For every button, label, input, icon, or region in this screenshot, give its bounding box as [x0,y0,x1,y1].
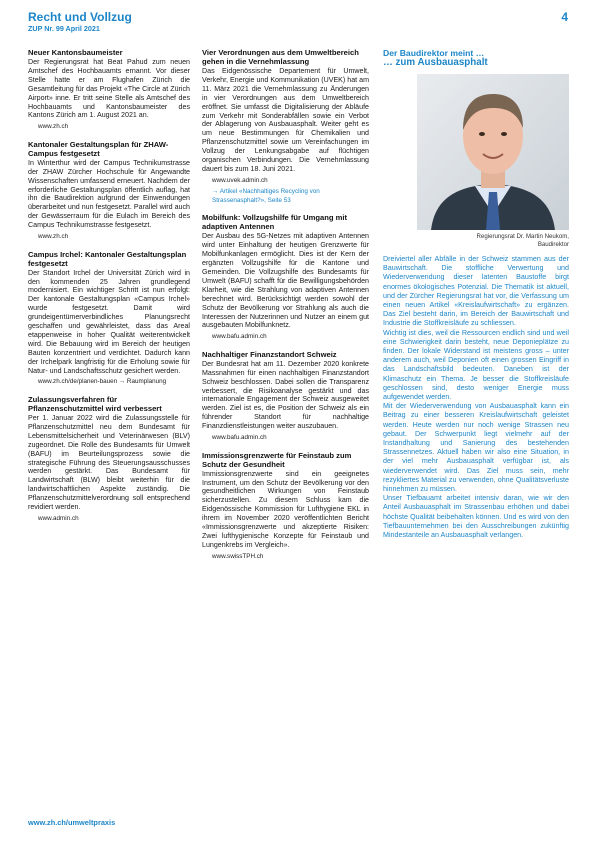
article-body: Per 1. Januar 2022 wird die Zulassungsstelle für Pflanzenschutzmittel neu dem Bundesamt für Lebensmittelsicherheit und Veterinärwesen (BLV) zugeordnet. Die Rolle des Bundesamts für Umwelt (BAFU) im Beurteilungsprozess sowie die strategische Führung des Steuerungsausschusses werden gestärkt. Das Bundesamt für Landwirtschaft (BLW) bleibt weiterhin für die landwirtschaftlichen Aspekte zuständig. Die Pflanzenschutzmittelverordnung soll entsprechend revidiert werden. [28,413,190,512]
page-header [28,10,568,42]
issue-label: ZUP Nr. 99 April 2021 [28,24,100,33]
portrait-photo [417,74,569,230]
article-title: Immissionsgrenzwerte für Feinstaub zum Schutz der Gesundheit [202,450,352,469]
article-title: Zulassungsverfahren für Pflanzenschutzmittel wird verbessert [28,394,162,413]
article-cross-reference[interactable]: → Artikel «Nachhaltiges Recycling von Strassenasphalt?», Seite 53 [212,188,320,204]
portrait-caption [383,233,569,248]
article-title: Campus Irchel: Kantonaler Gestaltungsplan festgesetzt [28,249,187,268]
article-link[interactable]: www.zh.ch [38,123,69,131]
article-link[interactable]: www.zh.ch [38,233,69,241]
article-link[interactable]: www.bafu.admin.ch [212,333,267,341]
article-link[interactable]: www.swissTPH.ch [212,552,264,560]
article-title: Nachhaltiger Finanzstandort Schweiz [202,349,337,359]
article-campus-irchel [28,250,190,387]
article-body: Immissionsgrenzwerte sind ein geeignetes Instrument, um den Schutz der Bevölkerung vor den gesundheitlichen Wirkungen von Feinstaub sicherzustellen. Zu diesem Schluss kam die Eidgenössische Kommission für Lufthygiene EKL in ihrem im November 2020 veröffentlichten Bericht «Immissionsgrenzwerte und akzeptierte Risiken: Zwei lufthygienische Konzepte für Feinstaub und Lungenkrebs im Vergleich». [202,469,369,549]
article-pflanzenschutzmittel [28,395,190,523]
caption-name: Regierungsrat Dr. Martin Neukom, [476,233,569,240]
article-zhaw-campus [28,140,190,242]
article-body: Der Ausbau des 5G-Netzes mit adaptiven Antennen wird unter Einhaltung der heutigen Grenzwerte für Mobilfunkanlagen ermöglicht. Dies ist der Kern der ergänzten Vollzugshilfe für die Kantone und Gemeinden. Die Vollzugshilfe des Bundesamts für Umwelt (BAFU) schafft für die Bewilligungsbehörden Klarheit, wie die Strahlung von adaptiven Antennen berechnet wird. Berücksichtigt werden sowohl der Schutz der Bevölkerung vor Strahlung als auch die Interessen der Nutzerinnen und Nutzer an einem gut ausgebauten Mobilfunknetz. [202,232,369,330]
article-link[interactable]: www.zh.ch/de/planen-bauen → Raumplanung [38,378,167,386]
sidebar-paragraph: Unser Tiefbauamt arbeitet intensiv daran, wie wir den Anteil Ausbauasphalt im Strassenbau erhöhen und dabei höchste Qualität beibehalten können. Und es wird von den Tiefbauunternehmen bei den Ausschreibungen zukünftig Mindestanteile an Ausbauasphalt verlangen. [383,494,569,540]
sidebar-paragraph: Mit der Wiederverwendung von Ausbauasphalt kann ein Beitrag zu einer besseren Kreislaufwirtschaft geleistet werden. Heute werden nur noch wenige Strassen neu gebaut. Der Schwerpunkt liegt vielmehr auf der Instandhaltung und Sanierung des bestehenden Strassennetzes. Aktuell haben wir also eine Situation, in der viel mehr Ausbauasphalt verfügbar ist, als wiederverwendet wird. Das Ziel muss sein, mehr rezykliertes Material zu verwenden, ohne Qualitätsverluste hinnehmen zu müssen. [383,402,569,494]
article-kantonsbaumeister [28,48,190,132]
article-body: In Winterthur wird der Campus Technikumstrasse der ZHAW Zürcher Hochschule für Angewandte Wissenschaften umfassend erneuert. Nachdem der erforderliche Gestaltungsplan öffentlich auflag, hat ihn die Baudirektion aufgrund der Einwendungen überarbeitet und nun festgesetzt. Parallel wird auch der Gewässerraum für die Eulach im Bereich des Campus Technikumstrasse festgesetzt. [28,158,190,230]
column-2 [202,48,369,569]
article-title: Mobilfunk: Vollzugshilfe für Umgang mit adaptiven Antennen [202,213,347,232]
article-body: Der Standort Irchel der Universität Zürich wird in den kommenden 25 Jahren grundlegend modernisiert. Ein wichtiger Schritt ist nun erfolgt: Der kantonale Gestaltungsplan «Campus Irchel» wurde festgesetzt. Damit wird grundeigentümerverbindliches Planungsrecht geschaffen und gewährleistet, dass das Areal etappenweise in hoher Qualität weiterentwickelt wird. Die Bebauung wird im Bereich der heutigen Bauten konzentriert und verdichtet. Dadurch kann der Irchelpark langfristig für die Erholung sowie für Natur- und Landschaftsschutz gesichert werden. [28,268,190,375]
column-1 [28,48,190,531]
page-number: 4 [561,10,568,24]
article-title: Vier Verordnungen aus dem Umweltbereich gehen in die Vernehmlassung [202,48,359,66]
sidebar-paragraph: Dreiviertel aller Abfälle in der Schweiz stammen aus der Bauwirtschaft. Die stoffliche Verwertung und Wiederverwendung dieser latenten Baustoffe birgt enormes ökologisches Potenzial. Die Thematik ist aktuell, und der Zürcher Regierungsrat hat vor, die Verfassung um einen neuen Artikel «Kreislaufwirtschaft» zu ergänzen. Das Ziel besteht darin, im Bereich der Bauwirtschaft und Industrie die Stoffkreisläufe zu schliessen. [383,255,569,328]
article-body: Das Eidgenössische Departement für Umwelt, Verkehr, Energie und Kommunikation (UVEK) hat am 11. März 2021 die Vernehmlassung zu Änderungen in vier Verordnungen aus dem Umweltbereich eröffnet. Sie umfasst die Digitalisierung der Abläufe zum Verkehr mit Sonderabfällen sowie ein Verbot der Ablagerung von Ausbauasphalt. Weiter geht es um neue Bestimmungen für Chemikalien und Pflanzenschutzmittel sowie um Vereinfachungen im Vollzug der Lenkungsabgabe auf flüchtigen organischen Verbindungen. Die Vernehmlassung dauert bis zum 18. Juni 2021. [202,67,369,173]
footer-link[interactable]: www.zh.ch/umweltpraxis [28,818,116,827]
article-link[interactable]: www.bafu.admin.ch [212,434,267,442]
article-link[interactable]: www.uvek.admin.ch [212,176,268,184]
sidebar-title: Der Baudirektor meint … [383,48,485,58]
sidebar-subtitle: … zum Ausbauasphalt [383,57,488,68]
section-title: Recht und Vollzug [28,10,132,24]
article-title: Kantonaler Gestaltungsplan für ZHAW-Campus festgesetzt [28,139,169,158]
sidebar-paragraph: Wichtig ist dies, weil die Ressourcen endlich sind und weil eine Schwierigkeit darin besteht, neue Deponieplätze zu finden. Der lokale Widerstand ist meistens gross – unter anderem auch, weil Deponien oft einen grossen Eingriff in das Landschaftsbild bedeuten. Daneben ist der Klimaschutz ein Thema. Je besser die Stoffkreisläufe geschlossen sind, desto weniger Energie muss aufgewendet werden. [383,328,569,402]
baudirektor-sidebar [383,48,569,540]
article-vier-verordnungen [202,48,369,205]
article-body: Der Bundesrat hat am 11. Dezember 2020 konkrete Massnahmen für einen nachhaltigen Finanzstandort Schweiz beschlossen. Dabei sollen die Transparenz verbessert, die Risikoanalyse gestärkt und das internationale Engagement der Schweiz ausgeweitet werden. Ziel ist es, die Position der Schweiz als ein führender Standort für nachhaltige Finanzdienstleistungen weiter auszubauen. [202,359,369,431]
article-title: Neuer Kantonsbaumeister [28,48,123,57]
article-finanzstandort [202,350,369,443]
article-link[interactable]: www.admin.ch [38,514,79,522]
caption-role: Baudirektor [537,240,569,248]
article-body: Der Regierungsrat hat Beat Pahud zum neuen Amtschef des Hochbauamts ernannt. Vor dieser Stelle hatte er am Flughafen Zürich die Gesamtleitung für das Projekt «The Circle at Zürich Airport» inne. Er tritt seine Stelle als Amtschef des Hochbauamts und Kantonsbaumeister des Kantons Zürich am 1. August 2021 an. [28,58,190,120]
article-mobilfunk [202,213,369,341]
article-feinstaub [202,451,369,562]
